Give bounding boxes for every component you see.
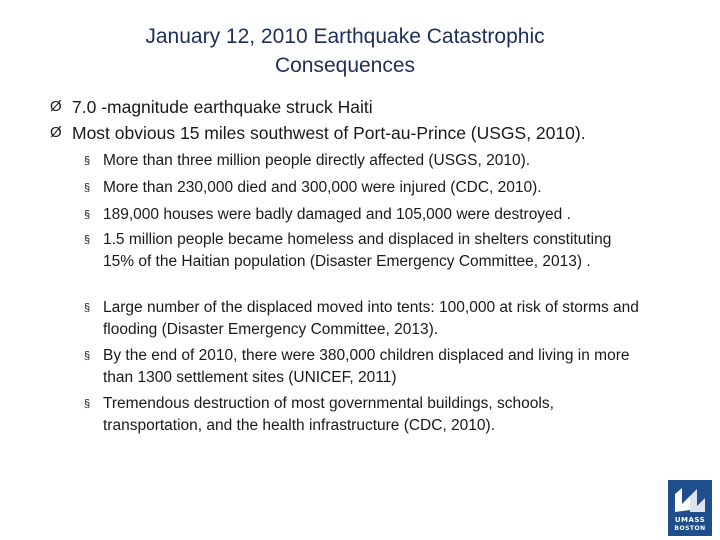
square-bullet-icon: § [84,209,91,221]
arrow-bullet-icon: Ø [50,124,62,141]
sub-bullet-text: 189,000 houses were badly damaged and 105,000 were destroyed . [103,206,571,223]
sub-bullet-text: Large number of the displaced moved into tents: 100,000 at risk of storms and flooding (Disaster Emergency Committee, 2013). [103,299,639,338]
sub-bullet-text: More than three million people directly affected (USGS, 2010). [103,152,531,169]
square-bullet-icon: § [84,302,91,314]
sub-bullet-text: By the end of 2010, there were 380,000 children displaced and living in more than 1300 settlement sites (UNICEF, 2011) [103,347,630,386]
bullet-text: 7.0 -magnitude earthquake struck Haiti [72,97,373,117]
square-bullet-icon: § [84,182,91,194]
bullet-text: Most obvious 15 miles southwest of Port-au-Prince (USGS, 2010). [72,123,586,143]
square-bullet-icon: § [84,398,91,410]
umass-boston-logo [668,480,712,536]
arrow-bullet-icon: Ø [50,98,62,115]
sub-bullet-text: 1.5 million people became homeless and displaced in shelters constituting 15% of the Haitian population (Disaster Emergency Committee, 2013) . [103,231,612,270]
square-bullet-icon: § [84,350,91,362]
logo-text-line2: BOSTON [674,525,706,532]
sub-bullet-text: More than 230,000 died and 300,000 were injured (CDC, 2010). [103,179,542,196]
logo-text-line1: UMASS [674,516,706,524]
umass-mark-icon [672,484,708,514]
sub-bullet-text: Tremendous destruction of most governmental buildings, schools, transportation, and the health infrastructure (CDC, 2010). [103,395,554,434]
square-bullet-icon: § [84,234,91,246]
slide-title: January 12, 2010 Earthquake Catastrophic Consequences [145,25,545,77]
square-bullet-icon: § [84,155,91,167]
